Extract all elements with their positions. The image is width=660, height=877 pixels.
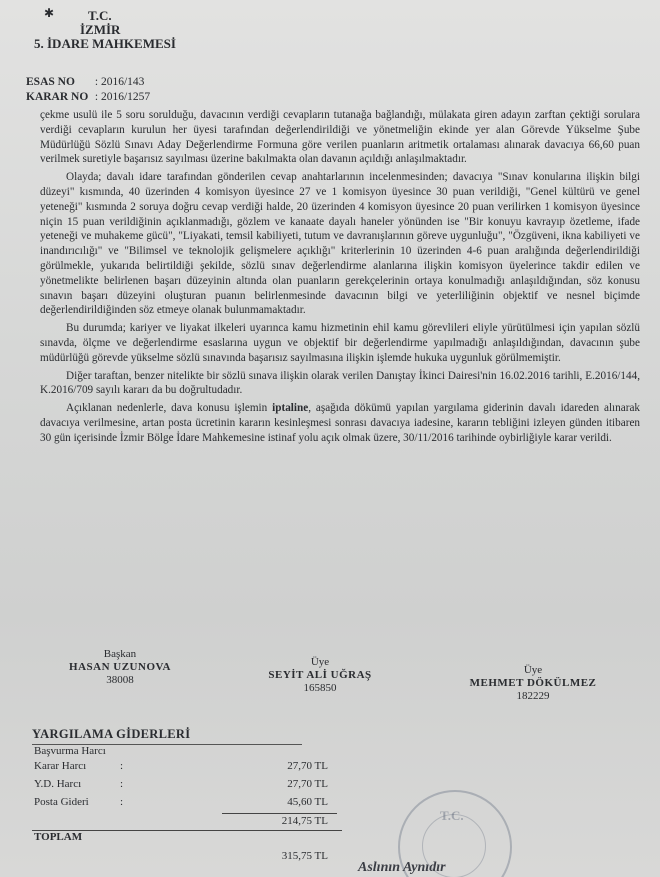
signature-role: Üye — [310, 656, 330, 668]
signature-role: Üye — [523, 664, 543, 676]
karar-no-row — [26, 91, 150, 103]
cost-value: 45,60 TL — [287, 796, 328, 808]
karar-no-label: KARAR NO — [26, 91, 89, 103]
cost-colon: : — [120, 778, 124, 790]
court-costs — [32, 727, 332, 862]
cost-colon: : — [120, 760, 124, 772]
paragraph-5 — [40, 401, 640, 445]
court-heading: 5. İDARE MAHKEMESİ — [34, 36, 176, 51]
karar-no-value: : 2016/1257 — [94, 91, 151, 103]
signature-name: HASAN UZUNOVA — [69, 661, 171, 673]
cost-label: Karar Harcı — [34, 760, 87, 772]
cost-value: 214,75 TL — [281, 815, 328, 827]
certified-copy-note: Aslının Aynıdır — [358, 860, 446, 875]
cost-colon: : — [120, 796, 124, 808]
paragraph-2: Olayda; davalı idare tarafından gönderilen cevap anahtarlarının incelenmesinden; davacıya "Sınav konularına ilişkin bilgi düzeyi" kısmında, 40 üzerinden 4 komisyon üyesince 27 ve 1 komisyon üyesince 30 puan verildiği, "Genel kültürü ve genel yeteneği" kısmında 2 soruya doğru cevap verdiği halde, 20 üzerinden 4 komisyon üyesince 20 puan verilirken 1 komisyon üyesince niçin 15 puan verildiğinin açıklanmadığı, gözlem ve kanaate dayalı haneler yönünden ise "Bir konuyu kavrayıp özetleme, ifade yeteneği ve muhakeme gücü", "Liyakati, temsil kabiliyeti, tutum ve davranışlarının göreve uygunluğu", "Özgüveni, ikna kabiliyeti ve inandırıcılığı" ve "Bilimsel ve teknolojik gelişmelere açıklığı" kriterlerinin 10 üzerinden 4-6 puan aralığında değerlendirildiği görülmekle, yukarıda belirtildiği şekilde, sözlü sınav değerlendirme alanlarına ilişkin komisyon üyelerince takdir edilen ve yönetmelikte belirlenen başarı düzeyinin altında olan puanların gerekçelerinin ortaya konulmadığı anlaşıldığından, söz konusu sınavın başarı düzeyini oluşturan puanın belirlenmesinde davacının bilgi ve yeterliliğinin objektif ve nesnel biçimde değerlendirildiğinden söz etmeye olanak bulunmamaktadır. — [40, 171, 640, 317]
seal-text: T.C. — [440, 808, 464, 823]
signature-number: 182229 — [516, 690, 550, 702]
signature-member-2 — [448, 664, 618, 703]
esas-no-value: : 2016/143 — [94, 76, 145, 88]
total-value: 315,75 TL — [281, 850, 328, 862]
asterisk-mark: ✱ — [44, 6, 55, 20]
tc-heading: T.C. — [88, 8, 112, 23]
subtotal-rule — [222, 813, 337, 814]
signature-name: SEYİT ALİ UĞRAŞ — [268, 669, 372, 681]
signature-role: Başkan — [103, 648, 137, 660]
cost-value: 27,70 TL — [287, 778, 328, 790]
city-heading: İZMİR — [80, 22, 121, 37]
total-label: TOPLAM — [34, 831, 83, 843]
esas-no-row — [26, 76, 144, 88]
decision-body — [40, 108, 640, 446]
paragraph-4: Diğer taraftan, benzer nitelikte bir sözlü sınava ilişkin olarak verilen Danıştay İkinci Dairesi'nin 16.02.2016 tarihli, E.2016/144, K.2016/709 sayılı kararı da bu doğrultudadır. — [40, 369, 640, 397]
paragraph-1: çekme usulü ile 5 soru sorulduğu, davacının verdiği cevapların tutanağa bağlandığı, mülakata giren adayın zarftan çektiği sorulara verdiği cevapların kurulun her üyesi tarafından değerlendirildiği ve yönetmeliğin ekinde yer alan Görevde Yükselme Şube Müdürlüğü Sözlü Sınavı Aday Değerlendirme Formuna göre verilen puanların aritmetik ortalaması alınarak davacıya 66,60 puan verilmek suretiyle başarısız sayılması üzerine bakılmakta olan davanın açıldığı anlaşılmaktadır. — [40, 109, 640, 166]
signature-name: MEHMET DÖKÜLMEZ — [469, 677, 597, 689]
iptaline-bold: iptaline — [272, 402, 309, 415]
paragraph-5-end: , aşağıda dökümü yapılan yargılama giderinin davalı idareden alınarak davacıya verilmesine, artan posta ücretinin kararın kesinleşmesi sonrası davacıya iadesine, kararın tebliğini izleyen günden itibaren 30 gün içerisinde İzmir Bölge İdare Mahkemesine istinaf yolu açık olmak üzere, 30/11/2016 tarihinde oybirliğiyle karar verildi. — [40, 402, 640, 444]
esas-no-label: ESAS NO — [26, 76, 75, 88]
costs-title: YARGILAMA GİDERLERİ — [32, 727, 302, 745]
cost-value: 27,70 TL — [287, 760, 328, 772]
signature-number: 38008 — [106, 674, 134, 686]
cost-label: Başvurma Harcı — [34, 745, 106, 757]
signature-member-1 — [250, 656, 390, 695]
paragraph-3: Bu durumda; kariyer ve liyakat ilkeleri uyarınca kamu hizmetinin ehil kamu görevlileri eliyle yürütülmesi için yapılan sözlü sınavda, ölçme ve değerlendirme esaslarına uygun ve objektif bir değerlendirme yapılmadığı anlaşıldığından, davacının şube müdürlüğü görevde yükselme sözlü sınavında başarısız sayılmasına ilişkin işlemde hukuka uygunluk görülmemiştir. — [40, 322, 640, 364]
paragraph-5-start: Açıklanan nedenlerle, dava konusu işlemin — [66, 402, 273, 415]
cost-label: Posta Gideri — [34, 796, 89, 808]
cost-label: Y.D. Harcı — [34, 778, 82, 790]
signature-president — [60, 648, 180, 687]
signature-number: 165850 — [303, 682, 337, 694]
